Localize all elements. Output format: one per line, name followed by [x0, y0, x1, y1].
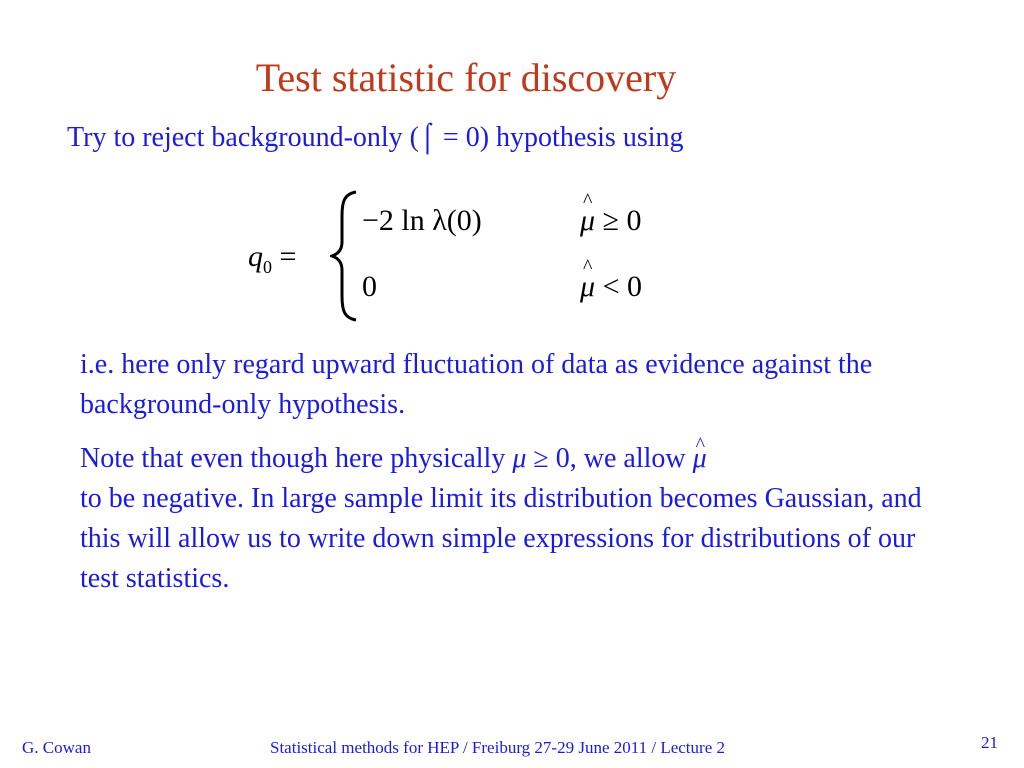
- paragraph-note: [80, 439, 940, 599]
- intro-line: [67, 120, 684, 156]
- note-continuation: to be negative. In large sample limit its distribution becomes Gaussian, and this will allow us to write down simple expressions for distributions of our test statistics.: [80, 483, 922, 594]
- mu-symbol: μ: [512, 443, 527, 474]
- intro-text-after: = 0) hypothesis using: [435, 122, 684, 153]
- intro-text-before: Try to reject background-only (: [67, 122, 419, 153]
- page-number: 21: [981, 733, 998, 752]
- lhs-symbol: q: [248, 240, 263, 273]
- slide-title: Test statistic for discovery: [255, 55, 677, 100]
- left-brace: [330, 190, 360, 322]
- footer-author: G. Cowan: [22, 738, 91, 757]
- case1-expression: −2 ln λ(0): [362, 204, 482, 237]
- lhs-subscript: 0: [263, 257, 272, 277]
- equation-lhs: [248, 240, 296, 278]
- case2-relation: < 0: [595, 270, 642, 303]
- muhat-symbol: ^ μ: [580, 270, 595, 304]
- muhat-symbol: ^ μ: [693, 439, 707, 479]
- paragraph-upward-fluctuation: i.e. here only regard upward fluctuation of data as evidence against the background-only hypothesis.: [80, 349, 873, 420]
- footer-course: Statistical methods for HEP / Freiburg 27-29 June 2011 / Lecture 2: [270, 738, 725, 757]
- case2-expression: 0: [362, 270, 377, 303]
- muhat-symbol: ^ μ: [580, 204, 595, 238]
- note-part2: ≥ 0, we allow: [526, 443, 693, 474]
- case2-condition: [580, 270, 642, 304]
- q0-equation: [248, 190, 688, 325]
- case1-condition: [580, 204, 642, 238]
- slide-body: [80, 345, 940, 599]
- intro-symbol: ⌠: [419, 122, 436, 153]
- note-part1: Note that even though here physically: [80, 443, 513, 474]
- case1-relation: ≥ 0: [595, 204, 642, 237]
- lhs-equals: =: [272, 240, 297, 273]
